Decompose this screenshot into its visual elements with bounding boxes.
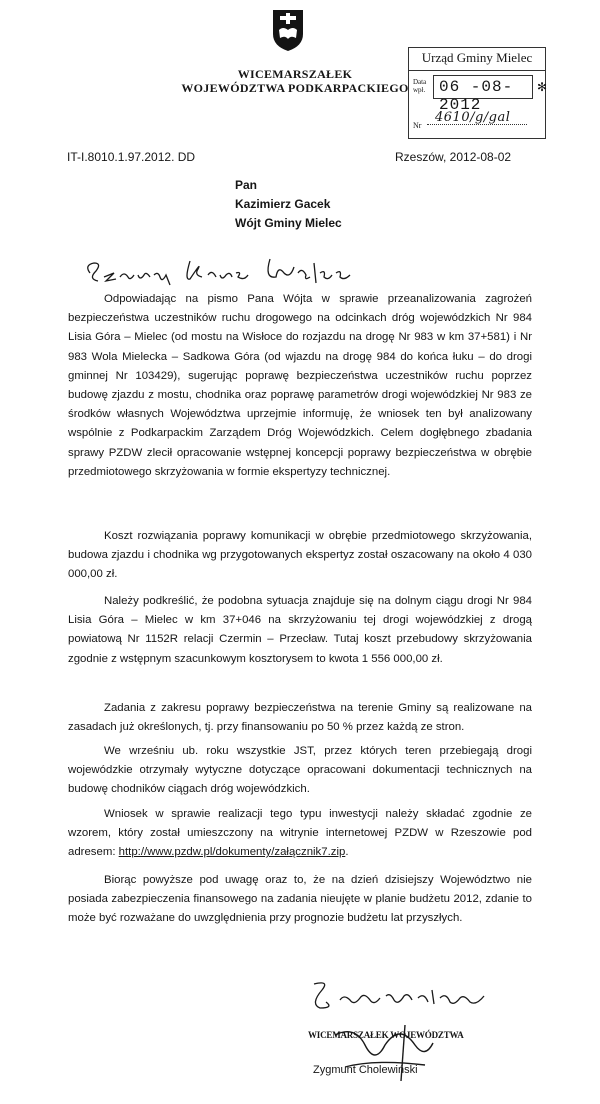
link-suffix: . (345, 846, 349, 859)
paragraph-3-text: Należy podkreślić, że podobna sytuacja znajduje się na dolnym ciągu drogi Nr 984 Lisia Góra – Mielec w km 37+046 na skrzyżowaniu tej drogi wojewódzkiej z drogą powiatową Nr 1152R relacji Czermin – Przecław. Tutaj koszt przebudowy skrzyżowania zgodnie z wstępnym szacunkowym kosztorysem to kwota 1 556 000,00 zł. (68, 595, 532, 665)
paragraph-2-text: Koszt rozwiązania poprawy komunikacji w obrębie przedmiotowego skrzyżowania, budowa zjazdu i chodnika wg przygotowanych ekspertyz został oszacowany na około 4 030 000,00 zł. (68, 530, 532, 581)
paragraph-6 (68, 805, 532, 863)
paragraph-4 (68, 699, 532, 737)
recipient-title: Pan (235, 178, 258, 192)
issuer-line-1: WICEMARSZAŁEK (237, 67, 353, 81)
paragraph-7-text: Biorąc powyższe pod uwagę oraz to, że na dzień dzisiejszy Województwo nie posiada zabezpieczenia finansowego na zadania nieujęte w planie budżetu 2012, zdanie to może być rozważane do uwzględnienia przy prognozie budżetu lat przyszłych. (68, 874, 532, 925)
paragraph-3 (68, 592, 532, 669)
handwritten-salutation (80, 253, 360, 287)
paragraph-1 (68, 290, 532, 482)
recipient-name: Kazimierz Gacek (235, 197, 331, 211)
signatory-name: Zygmunt Cholewiński (313, 1064, 418, 1076)
stamp-number: 4610/g/gal (435, 110, 511, 125)
stamp-date-label-1: Data (413, 78, 427, 86)
download-link[interactable]: http://www.pzdw.pl/dokumenty/załącznik7.zip (118, 846, 346, 859)
stamp-date-label-2: wpł. (413, 86, 426, 94)
stamp-number-dots (427, 124, 527, 125)
recipient-position: Wójt Gminy Mielec (235, 216, 342, 230)
paragraph-6-text: Wniosek w sprawie realizacji tego typu inwestycji należy składać zgodnie ze wzorem, który został umieszczony na witrynie internetowej PZDW w Rzeszowie pod adresem: (68, 808, 532, 859)
handwritten-closing (300, 978, 500, 1018)
stamp-title: Urząd Gminy Mielec (421, 50, 533, 65)
paragraph-4-text: Zadania z zakresu poprawy bezpieczeństwa na terenie Gminy są realizowane na zasadach już określonych, tj. przy finansowaniu po 50 % przez każdą ze stron. (68, 702, 532, 734)
stamp-star-icon: ✻ (537, 80, 548, 94)
stamp-divider (409, 70, 545, 71)
paragraph-5 (68, 742, 532, 800)
paragraph-2 (68, 527, 532, 585)
paragraph-7 (68, 871, 532, 929)
issuer-line-2: WOJEWÓDZTWA PODKARPACKIEGO (181, 81, 409, 95)
stamp-date-label (413, 78, 426, 94)
stamp-number-label: Nr (413, 121, 422, 130)
stamp-date: 06 -08- 2012 (439, 78, 514, 114)
dateline: Rzeszów, 2012-08-02 (395, 150, 512, 164)
receipt-stamp (408, 47, 546, 139)
paragraph-5-text: We wrześniu ub. roku wszystkie JST, przez których teren przebiegają drogi wojewódzkie otrzymały wytyczne dotyczące opracowani dokumentacji technicznych na budowę chodników ciągach dróg wojewódzkich. (68, 745, 532, 796)
paragraph-1-text: Odpowiadając na pismo Pana Wójta w sprawie przeanalizowania zagrożeń bezpieczeństwa uczestników ruchu drogowego na odcinkach dróg wojewódzkich Nr 984 Lisia Góra – Mielec (od mostu na Wisłoce do rozjazdu na drogę Nr 983 w km 37+581) i Nr 983 Wola Mielecka – Sadkowa Góra (od wjazdu na drogę 984 do końca łuku – do drogi gminnej Nr 103429), sugerując poprawę bezpieczeństwa uczestników ruchu poprzez budowę zjazdu z mostu, chodnika oraz poprawę parametrów drogi wojewódzkiej Nr 983 ze środków własnych Województwa uprzejmie informuję, że wniosek ten był analizowany wspólnie z Podkarpackim Zarządem Dróg Wojewódzkich. Celem dogłębnego zbadania sprawy PZDW zlecił opracowanie wstępnej koncepcji poprawy bezpieczeństwa w obrębie przedmiotowego skrzyżowania w formie ekspertyzy technicznej. (68, 293, 532, 478)
reference-number: IT-I.8010.1.97.2012. DD (67, 150, 196, 164)
signatory-title: WICEMARSZAŁEK WOJEWÓDZTWA (308, 1030, 464, 1040)
coat-of-arms-icon (271, 8, 305, 52)
